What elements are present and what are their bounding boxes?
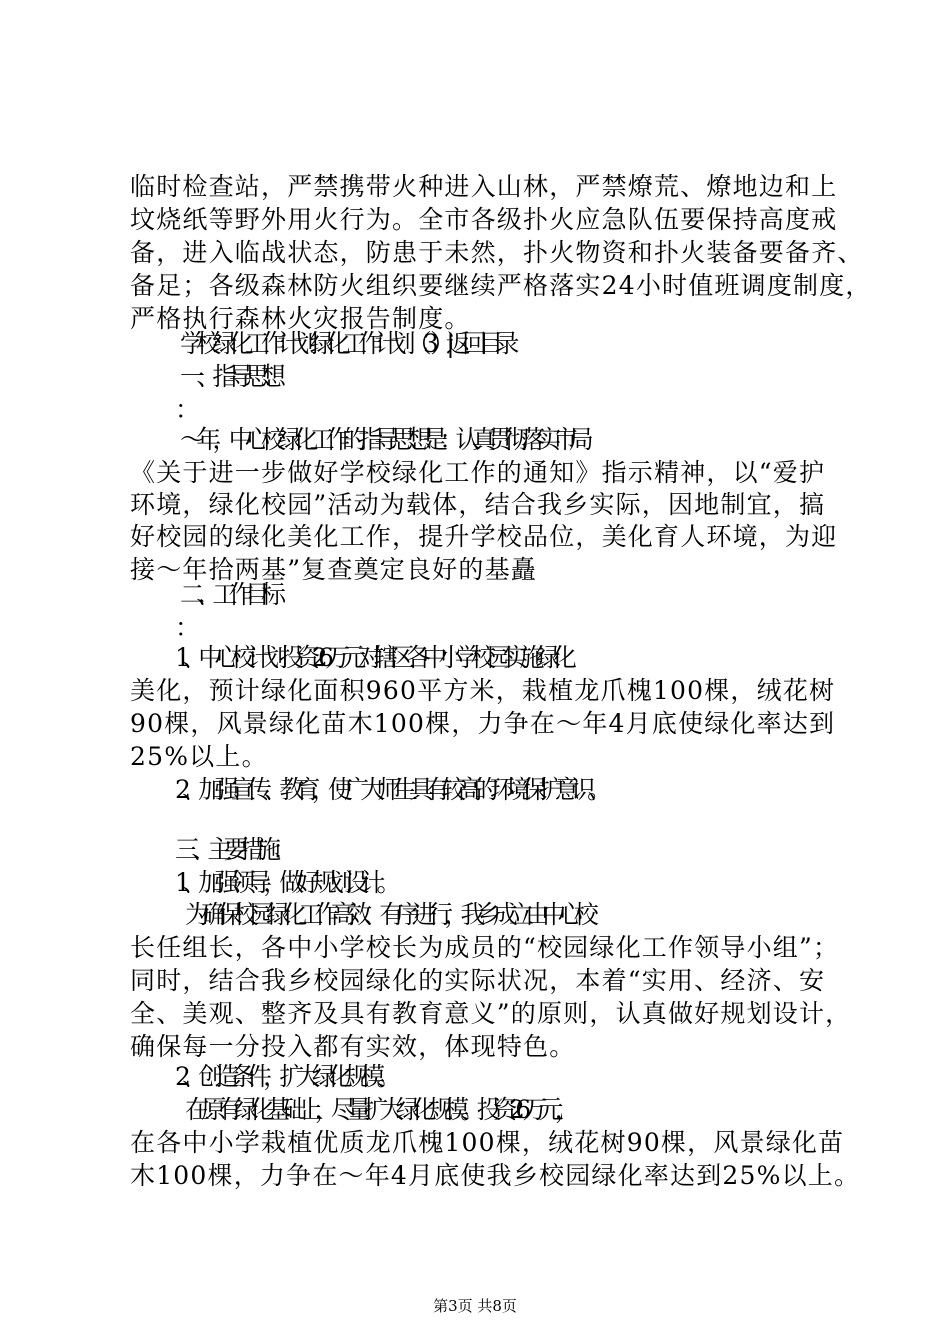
text-line: 全、美观、整齐及具有教育意义”的原则，认真做好规划设计， xyxy=(130,999,852,1028)
text-line: 坟烧纸等野外用火行为。全市各级扑火应急队伍要保持高度戒 xyxy=(130,205,838,234)
text-line: ： xyxy=(175,613,192,642)
text-line: 25%以上。 xyxy=(130,742,268,771)
text-line: 2、加强宣传、教育，使广大师生具有较高的环境保护意识。 xyxy=(175,775,604,804)
page-number-footer: 第3页 共8页 xyxy=(433,1297,517,1315)
text-line: 在各中小学栽植优质龙爪槐100棵，绒花树90棵，风景绿化苗 xyxy=(130,1128,845,1157)
text-line: 好校园的绿化美化工作，提升学校品位，美化育人环境，为迎 xyxy=(130,522,838,551)
text-line: 同时，结合我乡校园绿化的实际状况，本着“实用、经济、安 xyxy=(130,966,826,995)
text-line: 90棵，风景绿化苗木100棵，力争在～年4月底使绿化率达到 xyxy=(130,709,836,738)
section-title: 学校绿化工作计划绿化工作计划（3）|返回目录 xyxy=(180,329,511,358)
text-line: 1、中心校计划投资2.6万元对辖区各中小学校园实施绿化 xyxy=(175,643,569,672)
text-line: 环境，绿化校园”活动为载体，结合我乡实际，因地制宜，搞 xyxy=(130,490,826,519)
text-line: 严格执行森林火灾报告制度。 xyxy=(130,304,471,333)
heading-work-goals: 二、工作目标 xyxy=(180,580,278,609)
text-line: 确保每一分投入都有实效，体现特色。 xyxy=(130,1032,576,1061)
text-line: ～年，中心校绿化工作的指导思想是：认真贯彻落实市局 xyxy=(180,425,586,454)
text-line: 《关于进一步做好学校绿化工作的通知》指示精神，以“爱护 xyxy=(130,458,826,487)
text-line: 备，进入临战状态，防患于未然，扑火物资和扑火装备要备齐、 xyxy=(130,238,864,267)
text-line: 备足；各级森林防火组织要继续严格落实24小时值班调度制度， xyxy=(130,271,872,300)
text-line: 临时检查站，严禁携带火种进入山林，严禁燎荒、燎地边和上 xyxy=(130,172,838,201)
text-line: ： xyxy=(175,395,192,424)
text-line: 长任组长，各中小学校长为成员的“校园绿化工作领导小组”； xyxy=(130,933,840,962)
text-line: 1、加强领导，做好规划设计。 xyxy=(175,868,393,897)
text-line: 接～年拾两基”复查奠定良好的基矗 xyxy=(130,555,537,584)
heading-guiding-thought: 一、指导思想 xyxy=(180,362,278,391)
text-line: 在原有绿化基础上，尽量扩大绿化规模。投资2.6万元， xyxy=(185,1095,571,1124)
text-line: 2、创造条件，扩大绿化规模。 xyxy=(175,1062,393,1091)
text-line: 木100棵，力争在～年4月底使我乡校园绿化率达到25%以上。 xyxy=(130,1161,861,1190)
heading-main-measures: 三、主要措施： xyxy=(175,835,289,864)
text-line: 美化，预计绿化面积960平方米，栽植龙爪槐100棵，绒花树 xyxy=(130,676,836,705)
text-line: 为确保校园绿化工作高效、有序进行，我乡成立由中心校 xyxy=(185,900,591,929)
